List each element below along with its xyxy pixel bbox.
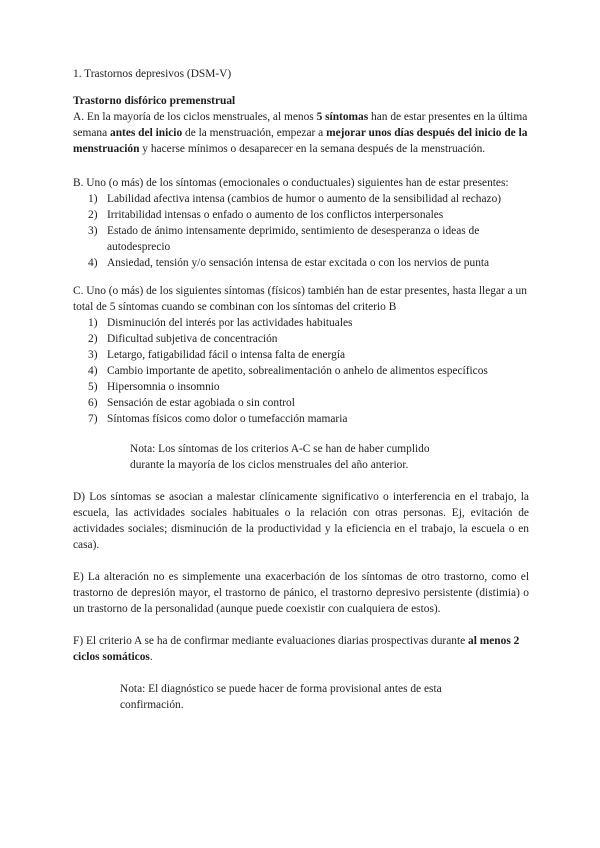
criterion-f-text-1: F) El criterio A se ha de confirmar mediante evaluaciones diarias prospectivas durante [73,635,469,647]
criterion-e: E) La alteración no es simplemente una exacerbación de los síntomas de otro trastorno, como el trastorno de depresión mayor, el trastorno de pánico, el trastorno depresivo persistente (distimia) o un trastorno de la personalidad (aunque puede coexistir con cualquiera de estos). [73,571,529,615]
list-text: Letargo, fatigabilidad fácil o intensa falta de energía [107,349,346,361]
list-number: 2) [88,333,98,345]
list-text: Síntomas físicos como dolor o tumefacción mamaria [107,413,348,425]
list-number: 6) [88,397,98,409]
note-criteria-a-c: Nota: Los síntomas de los criterios A-C se han de haber cumplido durante la mayoría de los ciclos menstruales del año anterior. [130,443,430,471]
list-item [73,223,529,255]
list-text: Disminución del interés por las actividades habituales [107,317,353,329]
criterion-a [73,109,529,157]
list-number: 3) [88,349,98,361]
list-text: Estado de ánimo intensamente deprimido, sentimiento de desesperanza o ideas de autodesprecio [107,225,480,253]
list-number: 1) [88,193,98,205]
list-number: 5) [88,381,98,393]
list-number: 7) [88,413,98,425]
list-item [73,363,529,379]
list-number: 2) [88,209,98,221]
criterion-c-list [73,315,529,427]
criterion-f-bold-1: al menos 2 ciclos somáticos [73,635,520,663]
list-text: Cambio importante de apetito, sobrealimentación o anhelo de alimentos específicos [107,365,488,377]
list-item [73,411,529,427]
list-text: Irritabilidad intensas o enfado o aumento de los conflictos interpersonales [107,209,444,221]
list-item [73,191,529,207]
criterion-c-intro: C. Uno (o más) de los siguientes síntomas (físicos) también han de estar presentes, hasta llegar a un total de 5 síntomas cuando se combinan con los síntomas del criterio B [73,285,527,313]
list-number: 4) [88,257,98,269]
page-heading: 1. Trastornos depresivos (DSM-V) [73,68,232,80]
list-number: 4) [88,365,98,377]
criterion-a-text-2: han de estar presentes en la última semana [73,111,528,139]
list-text: Hipersomnia o insomnio [107,381,220,393]
list-item [73,255,529,271]
criterion-a-text-3: de la menstruación, empezar a [182,127,327,139]
criterion-f-text-2: . [149,651,153,663]
list-number: 1) [88,317,98,329]
list-item [73,207,529,223]
criterion-b-intro: B. Uno (o más) de los síntomas (emocionales o conductuales) siguientes han de estar presentes: [73,177,509,189]
list-item [73,379,529,395]
list-item [73,315,529,331]
list-text: Labilidad afectiva intensa (cambios de humor o aumento de la sensibilidad al rechazo) [107,193,502,205]
list-text: Sensación de estar agobiada o sin control [107,397,295,409]
criterion-a-bold-1: 5 síntomas [316,111,369,123]
criterion-a-text-1: A. En la mayoría de los ciclos menstruales, al menos [73,111,317,123]
list-text: Dificultad subjetiva de concentración [107,333,278,345]
list-item [73,347,529,363]
criterion-b-list [73,191,529,271]
criterion-f [73,633,529,665]
section-title: Trastorno disfórico premenstrual [73,95,236,107]
criterion-d: D) Los síntomas se asocian a malestar clínicamente significativo o interferencia en el trabajo, la escuela, las actividades sociales habituales o la relación con otras personas. Ej, evitación de actividades sociales; disminución de la productividad y la eficiencia en el trabajo, la escuela o en casa). [73,491,529,551]
criterion-a-bold-2: antes del inicio [110,127,183,139]
document-page [73,66,529,713]
list-text: Ansiedad, tensión y/o sensación intensa de estar excitada o con los nervios de punta [107,257,490,269]
criterion-a-bold-3: mejorar unos días después del inicio de la menstruación [73,127,528,155]
list-number: 3) [88,225,98,237]
list-item [73,395,529,411]
list-item [73,331,529,347]
note-diagnosis: Nota: El diagnóstico se puede hacer de forma provisional antes de esta confirmación. [120,683,442,711]
criterion-a-text-4: y hacerse mínimos o desaparecer en la semana después de la menstruación. [139,143,486,155]
